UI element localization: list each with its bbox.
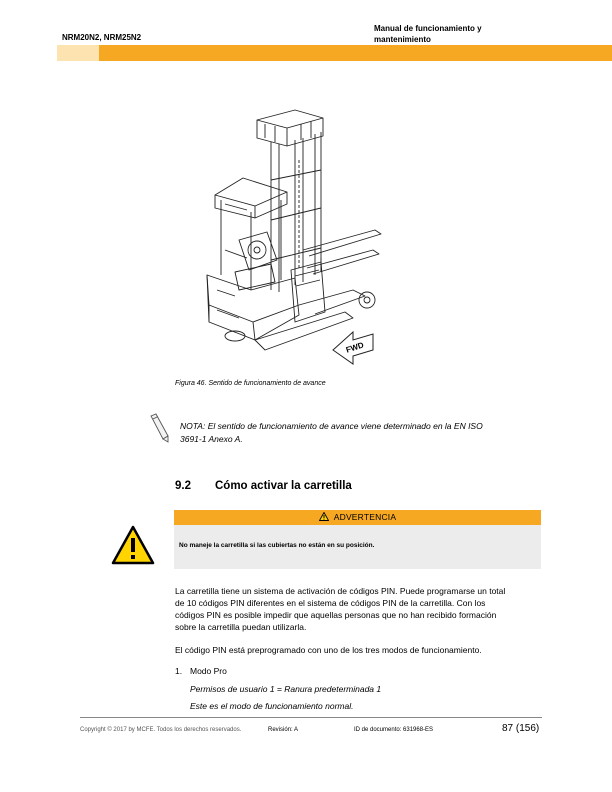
warning-triangle-icon bbox=[111, 525, 155, 565]
footer-copyright: Copyright © 2017 by MCFE. Todos los derechos reservados. bbox=[80, 727, 242, 733]
warning-label: ADVERTENCIA bbox=[333, 512, 397, 522]
paragraph-pin-system bbox=[175, 585, 545, 633]
header-band-orange bbox=[99, 45, 612, 61]
pencil-icon bbox=[147, 413, 171, 443]
reach-truck-illustration bbox=[195, 100, 390, 370]
header-title-line2: mantenimiento bbox=[374, 35, 431, 44]
list-item-label: Modo Pro bbox=[190, 666, 227, 676]
list-item-sub1: Permisos de usuario 1 = Ranura predeterminada 1 bbox=[190, 684, 382, 694]
section-heading bbox=[175, 480, 352, 492]
paragraph-line: sobre la carretilla puedan utilizarla. bbox=[175, 622, 307, 632]
footer-doc-id: ID de documento: 631968-ES bbox=[354, 727, 434, 733]
footer-rule bbox=[80, 717, 542, 718]
header-title bbox=[374, 23, 534, 45]
header-title-line1: Manual de funcionamiento y bbox=[374, 24, 482, 33]
figure-caption: Figura 46. Sentido de funcionamiento de avance bbox=[175, 380, 326, 387]
section-title: Cómo activar la carretilla bbox=[215, 480, 352, 492]
header-band-light bbox=[57, 45, 99, 61]
paragraph-line: La carretilla tiene un sistema de activación de códigos PIN. Puede programarse un total bbox=[175, 586, 506, 596]
footer-page-number: 87 (156) bbox=[502, 723, 540, 734]
paragraph-pin-modes: El código PIN está preprogramado con uno de los tres modos de funcionamiento. bbox=[175, 645, 482, 655]
section-number: 9.2 bbox=[175, 480, 191, 492]
list-item-sub2: Este es el modo de funcionamiento normal. bbox=[190, 701, 354, 711]
warning-text: No maneje la carretilla si las cubiertas no están en su posición. bbox=[179, 542, 375, 549]
note-text bbox=[180, 420, 540, 445]
note-line2: 3691-1 Anexo A. bbox=[180, 433, 243, 444]
fwd-badge-text: FWD bbox=[344, 340, 365, 355]
header-models: NRM20N2, NRM25N2 bbox=[62, 33, 142, 42]
list-item-number: 1. bbox=[175, 666, 183, 676]
warning-small-icon bbox=[319, 512, 329, 521]
footer-revision: Revisión: A bbox=[268, 727, 299, 733]
warning-header-bar bbox=[174, 510, 541, 525]
note-line1: NOTA: El sentido de funcionamiento de avance viene determinado en la EN ISO bbox=[180, 421, 483, 431]
paragraph-line: de 10 códigos PIN diferentes en el sistema de códigos PIN de la carretilla. Con los bbox=[175, 598, 486, 608]
paragraph-line: códigos PIN es posible impedir que aquellas personas que no han recibido formación bbox=[175, 610, 497, 620]
fwd-arrow-icon bbox=[333, 332, 373, 364]
